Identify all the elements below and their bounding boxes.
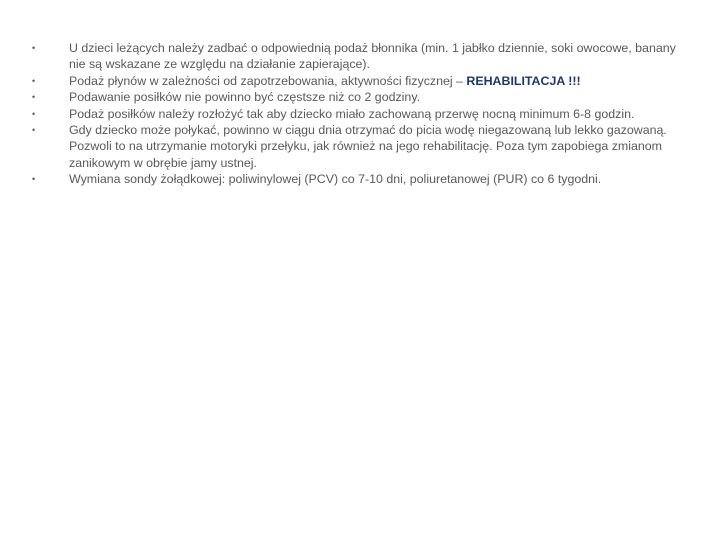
- list-item: [32, 89, 692, 105]
- list-item: [32, 73, 692, 89]
- list-item-text: Wymiana sondy żołądkowej: poliwinylowej (PCV) co 7-10 dni, poliuretanowej (PUR) co 6 tygodni.: [69, 172, 602, 187]
- bullet-dot: •: [32, 125, 36, 136]
- list-item-text: Podawanie posiłków nie powinno być częstsze niż co 2 godziny.: [69, 90, 421, 105]
- list-item-text: Gdy dziecko może połykać, powinno w ciągu dnia otrzymać do picia wodę niegazowaną lub lekko gazowaną. Pozwoli to na utrzymanie motoryki przełyku, jak również na jego rehabilitację. Poza tym zapobiega zmianom zanikowym w obrębie jamy ustnej.: [69, 123, 667, 170]
- bullet-dot: •: [32, 174, 36, 185]
- bullet-dot: •: [32, 92, 36, 103]
- list-item: [32, 122, 692, 171]
- bullet-dot: •: [32, 75, 36, 86]
- list-item: [32, 171, 692, 187]
- list-item-text: Podaż płynów w zależności od zapotrzebowania, aktywności fizycznej –: [69, 73, 467, 88]
- bullet-dot: •: [32, 43, 36, 53]
- bullet-list: [32, 40, 692, 188]
- emphasis-text: REHABILITACJA !!!: [466, 73, 581, 88]
- list-item-text: U dzieci leżących należy zadbać o odpowiednią podaż błonnika (min. 1 jabłko dziennie, soki owocowe, banany nie są wskazane ze względu na działanie zapierające).: [69, 41, 676, 72]
- bullet-dot: •: [32, 108, 36, 119]
- list-item: [32, 40, 692, 73]
- list-item-text: Podaż posiłków należy rozłożyć tak aby dziecko miało zachowaną przerwę nocną minimum 6-8 godzin.: [69, 106, 635, 121]
- list-item: [32, 106, 692, 122]
